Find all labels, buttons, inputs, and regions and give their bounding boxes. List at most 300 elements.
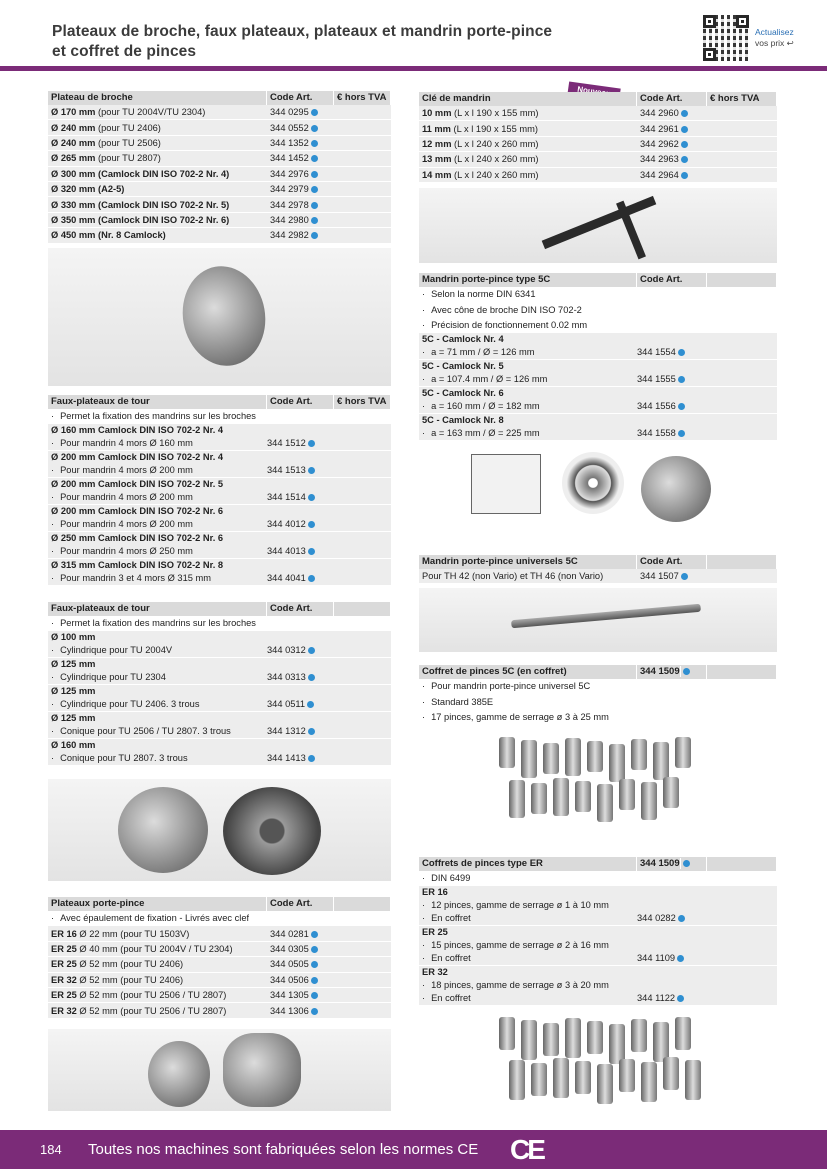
table-row (419, 152, 777, 167)
col-code (637, 665, 707, 679)
code-value: 344 1554 (637, 347, 676, 358)
plateau-image (48, 248, 391, 386)
update-line-1: Actualisez (755, 27, 794, 37)
row-code (267, 545, 334, 558)
row-detail (419, 346, 777, 359)
code-value: 344 0295 (270, 107, 309, 118)
note-row (419, 710, 777, 725)
info-icon (308, 674, 315, 681)
code-value: 344 1513 (267, 465, 306, 476)
table-row (419, 168, 777, 183)
info-icon (311, 961, 318, 968)
info-icon (311, 155, 318, 162)
row-code (267, 123, 334, 133)
row-text: Ø 52 mm (pour TU 2406) (76, 974, 184, 985)
row-code (267, 153, 334, 163)
row-bold: Ø 170 mm (51, 107, 96, 118)
row-bold: Ø 240 mm (51, 137, 96, 148)
col-code: Code Art. (267, 395, 334, 409)
row-detail (48, 545, 391, 558)
code-value: 344 0313 (267, 672, 306, 683)
table-row (48, 167, 391, 182)
table-row (48, 942, 391, 957)
info-icon (308, 548, 315, 555)
row-desc (48, 215, 267, 225)
row-bold: Ø 200 mm Camlock DIN ISO 702-2 Nr. 4 (51, 452, 224, 463)
row-text: (pour TU 2807) (95, 153, 161, 164)
table-row (48, 973, 391, 988)
info-icon (311, 217, 318, 224)
code-value: 344 1555 (637, 374, 676, 385)
row-detail (419, 912, 777, 925)
info-icon (311, 931, 318, 938)
row-desc (48, 153, 267, 163)
row-bold: Ø 350 mm (Camlock DIN ISO 702-2 Nr. 6) (51, 214, 230, 225)
row-code (267, 725, 334, 738)
row-detail (48, 572, 391, 585)
note-text: · Avec cône de broche DIN ISO 702-2 (419, 305, 582, 315)
universal-mandrel-image (419, 588, 777, 652)
row-code (637, 124, 707, 134)
code-value: 344 0282 (637, 913, 676, 924)
table-row (48, 988, 391, 1003)
row-bold: 5C - Camlock Nr. 4 (422, 334, 504, 345)
row-detail (419, 952, 777, 965)
collet-plate-icon (223, 1033, 301, 1107)
row-detail (48, 464, 391, 477)
row-code (267, 230, 334, 240)
table-row (419, 387, 777, 414)
row-bold: 5C - Camlock Nr. 5 (422, 361, 504, 372)
row-text: (pour TU 2004V/TU 2304) (95, 107, 206, 118)
row-desc (48, 230, 267, 240)
faceplate-icon (223, 787, 321, 875)
col-code: Code Art. (267, 897, 334, 911)
note-text: · Pour mandrin porte-pince universel 5C (419, 681, 590, 691)
note-text: · DIN 6499 (419, 873, 470, 883)
row-desc (419, 139, 637, 149)
row-bold: 5C - Camlock Nr. 6 (422, 388, 504, 399)
col-price: € hors TVA (334, 395, 391, 409)
row-bold: Ø 125 mm (51, 659, 96, 670)
row-bold: ER 25 (51, 943, 77, 954)
row-desc (419, 124, 637, 134)
spindle-plate-icon (175, 260, 273, 373)
update-line-2: vos prix (755, 38, 785, 48)
row-code (267, 752, 334, 765)
code-value: 344 1413 (267, 753, 306, 764)
info-icon (311, 202, 318, 209)
plateau-table (48, 91, 391, 244)
faux1-table (48, 395, 391, 586)
code-value: 344 1558 (637, 428, 676, 439)
row-code (267, 464, 334, 477)
row-detail (48, 671, 391, 684)
note-row (48, 616, 391, 631)
code-value: 344 1306 (270, 1005, 309, 1016)
table-row (48, 197, 391, 212)
table-row (48, 658, 391, 685)
collet-icon (521, 740, 537, 778)
row-detail (419, 400, 777, 413)
col-code: Code Art. (637, 555, 707, 569)
code-value: 344 1312 (267, 726, 306, 737)
row-code (267, 1006, 334, 1016)
table-header (48, 395, 391, 409)
info-icon (311, 186, 318, 193)
collet-icon (565, 1018, 581, 1058)
row-bold: ER 32 (422, 967, 448, 978)
table-row (48, 182, 391, 197)
code-value: 344 2963 (640, 154, 679, 165)
page-title (52, 22, 552, 62)
row-text: · En coffret (419, 952, 471, 965)
row-code (637, 427, 707, 440)
coffret-table (419, 665, 777, 725)
row-desc (419, 108, 637, 118)
table-row (48, 559, 391, 586)
row-bold: Ø 315 mm Camlock DIN ISO 702-2 Nr. 8 (51, 560, 224, 571)
table-row (48, 957, 391, 972)
row-text: Ø 52 mm (pour TU 2406) (76, 959, 184, 970)
table-row (48, 451, 391, 478)
row-bold: Ø 125 mm (51, 686, 96, 697)
row-text: (pour TU 2406) (95, 122, 161, 133)
col-price (707, 857, 777, 871)
row-bold: Ø 125 mm (51, 713, 96, 724)
chuck-key-image (419, 188, 777, 263)
qr-code-icon[interactable] (703, 15, 749, 61)
note-row (419, 302, 777, 317)
row-desc (48, 169, 267, 179)
info-icon (308, 440, 315, 447)
faux2-table (48, 602, 391, 766)
row-text: Ø 52 mm (pour TU 2506 / TU 2807) (76, 990, 227, 1001)
row-desc (48, 944, 267, 954)
table-row (48, 105, 391, 120)
collet-icon (499, 737, 515, 768)
col-price (707, 273, 777, 287)
collet-icon (597, 1064, 613, 1104)
row-code (637, 373, 707, 386)
table-row (48, 424, 391, 451)
table-header (419, 665, 777, 679)
table-row (419, 106, 777, 121)
row-bold: ER 25 (51, 959, 77, 970)
info-icon (311, 171, 318, 178)
note-row (419, 318, 777, 333)
collet-icon (631, 1019, 647, 1052)
collet-icon (575, 781, 591, 812)
info-icon (311, 977, 318, 984)
row-text: · Pour mandrin 4 mors Ø 200 mm (48, 464, 193, 477)
code-value: 344 1507 (640, 571, 679, 582)
row-bold: 10 mm (422, 108, 452, 119)
m5c-table (419, 273, 777, 441)
code-value: 344 2976 (270, 168, 309, 179)
note-row (48, 911, 391, 926)
col-code: Code Art. (637, 273, 707, 287)
table-row (419, 121, 777, 136)
row-code (267, 215, 334, 225)
code-value: 344 2982 (270, 230, 309, 241)
note-text: · Selon la norme DIN 6341 (419, 289, 536, 299)
collet-icon (685, 1060, 701, 1100)
row-text: · a = 163 mm / Ø = 225 mm (419, 427, 540, 440)
row-detail (419, 992, 777, 1005)
code-value: 344 1452 (270, 153, 309, 164)
table-row (48, 739, 391, 766)
table-row (48, 1003, 391, 1018)
info-icon (311, 109, 318, 116)
row-detail (48, 491, 391, 504)
table-header (419, 92, 777, 106)
info-icon (311, 125, 318, 132)
col-name: Faux-plateaux de tour (48, 395, 267, 409)
col-price (334, 897, 391, 911)
row-text: Ø 40 mm (pour TU 2004V / TU 2304) (76, 943, 233, 954)
row-desc (48, 184, 267, 194)
code-value: 344 4013 (267, 546, 306, 557)
row-code (267, 200, 334, 210)
code-value: 344 0511 (267, 699, 306, 710)
row-text: (L x l 190 x 155 mm) (450, 123, 538, 134)
collet-icon (653, 742, 669, 780)
row-text: (L x l 240 x 260 mm) (451, 154, 539, 165)
table-header (419, 857, 777, 871)
col-code: Code Art. (267, 91, 334, 105)
table-header (48, 897, 391, 911)
table-row (48, 136, 391, 151)
row-code (267, 491, 334, 504)
table-row (419, 414, 777, 441)
row-code (637, 571, 707, 581)
table-row (48, 926, 391, 941)
code-value: 344 0552 (270, 122, 309, 133)
row-bold: ER 16 (51, 928, 77, 939)
col-name: Coffrets de pinces type ER (419, 857, 637, 871)
code-value: 344 1509 (640, 858, 680, 869)
note-text: · Permet la fixation des mandrins sur les broches (48, 411, 256, 421)
row-bold: Ø 265 mm (51, 153, 96, 164)
table-header (419, 555, 777, 569)
code-value: 344 1352 (270, 137, 309, 148)
row-code (267, 929, 334, 939)
row-bold: 5C - Camlock Nr. 8 (422, 415, 504, 426)
row-code (267, 184, 334, 194)
table-row (48, 228, 391, 243)
row-desc (48, 959, 267, 969)
row-desc (48, 1006, 267, 1016)
row-bold: Ø 450 mm (Nr. 8 Camlock) (51, 230, 166, 241)
info-icon (677, 955, 684, 962)
row-text: · Conique pour TU 2807. 3 trous (48, 752, 188, 765)
row-code (267, 107, 334, 117)
collet-icon (609, 744, 625, 782)
collet-icon (641, 782, 657, 820)
note-text: · Standard 385E (419, 697, 493, 707)
row-code (267, 959, 334, 969)
row-text: (pour TU 2506) (95, 137, 161, 148)
info-icon (681, 156, 688, 163)
collet-icon (499, 1017, 515, 1050)
row-text: · Pour mandrin 4 mors Ø 160 mm (48, 437, 193, 450)
col-name: Coffret de pinces 5C (en coffret) (419, 665, 637, 679)
row-code (637, 992, 707, 1005)
row-code (637, 170, 707, 180)
table-row (419, 360, 777, 387)
col-price: € hors TVA (707, 92, 777, 106)
collet-icon (543, 743, 559, 774)
collet-icon (553, 1058, 569, 1098)
info-icon (308, 521, 315, 528)
row-bold: 12 mm (422, 138, 452, 149)
note-row (419, 871, 777, 886)
row-bold: Ø 100 mm (51, 632, 96, 643)
info-icon (308, 647, 315, 654)
code-value: 344 0505 (270, 959, 309, 970)
info-icon (308, 494, 315, 501)
table-row (419, 333, 777, 360)
chuck-front-icon (562, 452, 624, 514)
info-icon (308, 755, 315, 762)
row-text: · 15 pinces, gamme de serrage ø 2 à 16 mm (419, 939, 777, 952)
code-value: 344 0506 (270, 974, 309, 985)
row-code (267, 437, 334, 450)
row-text: (L x l 240 x 260 mm) (451, 138, 539, 149)
table-row (419, 926, 777, 966)
row-text: · 12 pinces, gamme de serrage ø 1 à 10 mm (419, 899, 777, 912)
row-desc (48, 123, 267, 133)
collet-icon (521, 1020, 537, 1060)
row-code (267, 518, 334, 531)
collet-icon (531, 783, 547, 814)
porte-table (48, 897, 391, 1019)
row-bold: ER 25 (422, 927, 448, 938)
top-divider (0, 66, 827, 71)
collet-icon (575, 1061, 591, 1094)
info-icon (678, 403, 685, 410)
collet-set-5c-image (419, 729, 777, 841)
collet-icon (619, 1059, 635, 1092)
code-value: 344 4012 (267, 519, 306, 530)
code-value: 344 2978 (270, 199, 309, 210)
col-code: Code Art. (267, 602, 334, 616)
row-code (637, 400, 707, 413)
info-icon (311, 232, 318, 239)
collet-icon (609, 1024, 625, 1064)
info-icon (681, 126, 688, 133)
info-icon (683, 860, 690, 867)
code-value: 344 2961 (640, 123, 679, 134)
col-name: Plateaux porte-pince (48, 897, 267, 911)
row-text: · Pour mandrin 4 mors Ø 200 mm (48, 518, 193, 531)
code-value: 344 0281 (270, 928, 309, 939)
row-code (267, 644, 334, 657)
row-bold: ER 16 (422, 887, 448, 898)
row-code (637, 154, 707, 164)
table-row (48, 505, 391, 532)
code-value: 344 2980 (270, 214, 309, 225)
code-value: 344 0305 (270, 943, 309, 954)
note-text: · Précision de fonctionnement 0.02 mm (419, 320, 587, 330)
row-detail (48, 752, 391, 765)
faceplate-icon (118, 787, 208, 873)
code-value: 344 1509 (640, 666, 680, 677)
info-icon (681, 141, 688, 148)
row-bold: Ø 160 mm (51, 740, 96, 751)
info-icon (683, 668, 690, 675)
footer-bar (0, 1130, 827, 1169)
col-name: Faux-plateaux de tour (48, 602, 267, 616)
code-value: 344 1109 (637, 953, 676, 964)
row-code (267, 572, 334, 585)
code-value: 344 1556 (637, 401, 676, 412)
note-row (419, 679, 777, 694)
row-bold: Ø 250 mm Camlock DIN ISO 702-2 Nr. 6 (51, 533, 224, 544)
info-icon (677, 995, 684, 1002)
row-text: (L x l 240 x 260 mm) (451, 169, 539, 180)
mandrin-5c-image (419, 446, 777, 540)
row-detail (48, 644, 391, 657)
row-bold: Ø 200 mm Camlock DIN ISO 702-2 Nr. 5 (51, 479, 224, 490)
table-row (48, 478, 391, 505)
row-desc (419, 170, 637, 180)
page-number: 184 (40, 1142, 62, 1157)
col-price: € hors TVA (334, 91, 391, 105)
row-bold: Ø 240 mm (51, 122, 96, 133)
row-text: Ø 52 mm (pour TU 2506 / TU 2807) (76, 1005, 227, 1016)
note-text: · Avec épaulement de fixation - Livrés avec clef (48, 913, 249, 923)
info-icon (308, 728, 315, 735)
ce-mark-icon: CE (510, 1134, 543, 1165)
table-row (48, 213, 391, 228)
row-desc: Pour TH 42 (non Vario) et TH 46 (non Vario) (422, 571, 604, 582)
info-icon (311, 992, 318, 999)
row-text: · En coffret (419, 992, 471, 1005)
row-bold: Ø 330 mm (Camlock DIN ISO 702-2 Nr. 5) (51, 199, 230, 210)
row-bold: Ø 300 mm (Camlock DIN ISO 702-2 Nr. 4) (51, 168, 230, 179)
info-icon (678, 430, 685, 437)
collet-icon (597, 784, 613, 822)
table-row (48, 532, 391, 559)
title-line-2: et coffret de pinces (52, 43, 197, 60)
row-detail (48, 698, 391, 711)
collet-icon (531, 1063, 547, 1096)
porte-pince-image (48, 1029, 391, 1111)
note-row (48, 409, 391, 424)
collet-icon (543, 1023, 559, 1056)
table-row (48, 685, 391, 712)
collet-icon (631, 739, 647, 770)
code-value: 344 0312 (267, 645, 306, 656)
collet-icon (553, 778, 569, 816)
collet-icon (663, 1057, 679, 1090)
code-value: 344 4041 (267, 573, 306, 584)
row-bold: 13 mm (422, 154, 452, 165)
info-icon (311, 1008, 318, 1015)
row-code (637, 952, 707, 965)
table-row (48, 712, 391, 739)
row-text: · Cylindrique pour TU 2304 (48, 671, 166, 684)
row-text: · a = 160 mm / Ø = 182 mm (419, 400, 540, 413)
col-name: Plateau de broche (48, 91, 267, 105)
collet-icon (587, 741, 603, 772)
info-icon (681, 110, 688, 117)
er-table (419, 857, 777, 1006)
row-detail (48, 725, 391, 738)
row-text: · Cylindrique pour TU 2004V (48, 644, 172, 657)
